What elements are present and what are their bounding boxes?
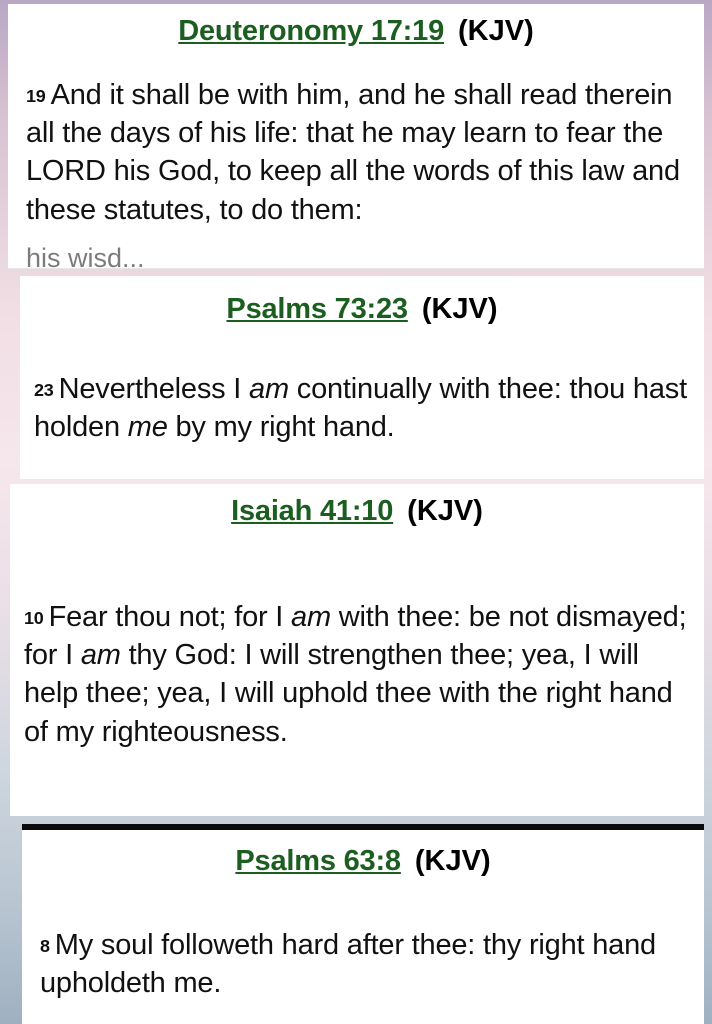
verse-card-deuteronomy	[8, 4, 704, 269]
verse-italic-word-2: am	[80, 639, 121, 672]
verse-version: (KJV)	[414, 845, 491, 877]
verse-heading	[8, 4, 704, 48]
verse-heading	[20, 276, 704, 326]
verse-body-segment-3: thy God: I will strengthen thee; yea, I will help thee; yea, I will uphold thee with the right hand of my righteousness.	[24, 639, 673, 748]
verse-text	[8, 48, 704, 229]
verse-body-segment-1: Nevertheless I	[58, 372, 250, 405]
verse-text	[22, 878, 704, 1003]
verse-body-segment-2: continually with thee: thou hast holden	[34, 372, 687, 444]
verse-number: 8	[40, 935, 50, 956]
verse-number: 23	[34, 379, 54, 400]
verse-number: 10	[24, 607, 44, 628]
verse-version: (KJV)	[421, 293, 498, 325]
verse-reference[interactable]: Isaiah 41:10	[231, 495, 394, 527]
verse-body-text: And it shall be with him, and he shall read therein all the days of his life: that he may learn to fear the LORD his God, to keep all the words of this law and these statutes, to do them:	[26, 78, 680, 226]
verse-number: 19	[26, 85, 46, 106]
verse-reference[interactable]: Psalms 73:23	[226, 293, 408, 325]
verse-body-segment-2: with thee: be not dismayed; for I	[24, 600, 687, 672]
verse-text	[10, 528, 704, 751]
verse-body-segment-3: by my right hand.	[167, 411, 395, 444]
verse-heading	[22, 830, 704, 878]
verse-version: (KJV)	[407, 495, 483, 527]
verse-reference[interactable]: Deuteronomy 17:19	[178, 15, 444, 47]
verse-italic-word-1: am	[249, 372, 289, 405]
verse-heading	[10, 484, 704, 528]
verse-version: (KJV)	[458, 15, 534, 47]
verse-text	[20, 326, 704, 447]
clipped-text-remnant: his wisd...	[26, 243, 145, 269]
verse-italic-word-1: am	[291, 600, 331, 633]
verse-reference[interactable]: Psalms 63:8	[235, 845, 401, 877]
verse-italic-word-2: me	[127, 411, 168, 444]
verse-card-psalms-63	[22, 824, 704, 1024]
verse-card-psalms-73	[20, 276, 704, 479]
verse-body-text: My soul followeth hard after thee: thy right hand upholdeth me.	[40, 928, 656, 1000]
verse-card-isaiah	[10, 484, 704, 816]
verse-body-segment-1: Fear thou not; for I	[48, 600, 292, 633]
